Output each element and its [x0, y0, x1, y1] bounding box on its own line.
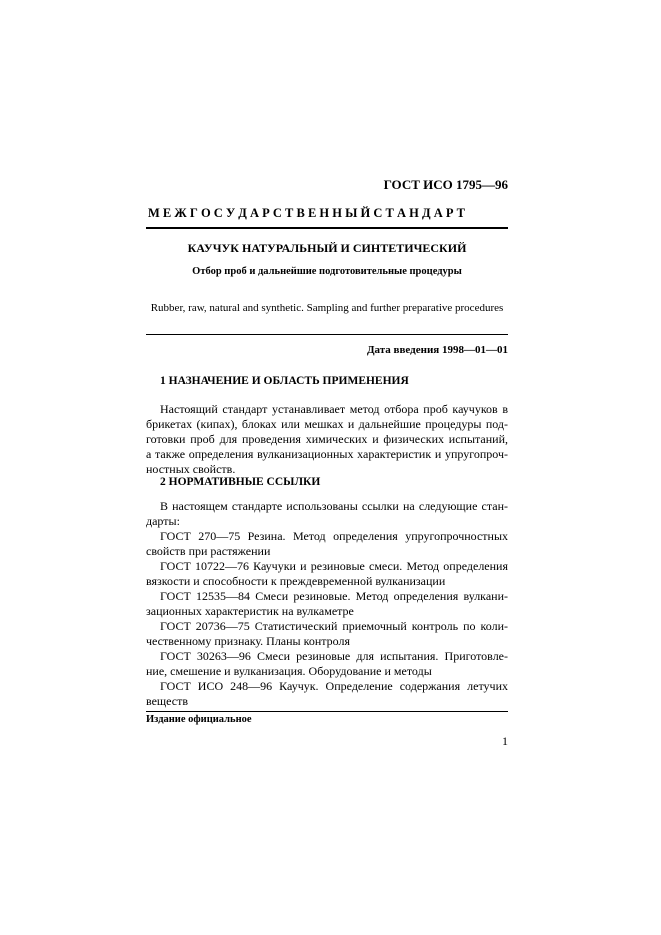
text-line: дарты:: [146, 514, 180, 528]
footer-rule: [146, 711, 508, 712]
introduction-date: Дата введения 1998—01—01: [366, 344, 508, 356]
english-title: Rubber, raw, natural and synthetic. Sampling and further preparative procedures: [150, 302, 504, 314]
reference-line: вязкости и способности к преждевременной вулканизации: [146, 574, 446, 588]
header-rule: [146, 227, 508, 229]
document-title: КАУЧУК НАТУРАЛЬНЫЙ И СИНТЕТИЧЕСКИЙ: [187, 241, 467, 255]
interstate-standard-banner: М Е Ж Г О С У Д А Р С Т В Е Н Н Ы Й С Т А Н Д А Р Т: [148, 206, 465, 220]
reference-line: ГОСТ 12535—84 Смеси резиновые. Метод определения вулкани-: [160, 589, 508, 603]
text-line: ностных свойств.: [146, 462, 236, 476]
section-1-text: [146, 402, 508, 477]
page-number: 1: [502, 734, 508, 748]
reference-line: зационных характеристик на вулкаметре: [146, 604, 354, 618]
text-line: В настоящем стандарте использованы ссылки на следующие стан-: [160, 499, 508, 513]
section-2-heading: 2 НОРМАТИВНЫЕ ССЫЛКИ: [160, 476, 321, 488]
standard-number: ГОСТ ИСО 1795—96: [383, 177, 508, 192]
text-line: Настоящий стандарт устанавливает метод отбора проб каучуков в: [160, 402, 508, 416]
section-1-heading: 1 НАЗНАЧЕНИЕ И ОБЛАСТЬ ПРИМЕНЕНИЯ: [160, 375, 409, 387]
reference-line: веществ: [146, 694, 189, 708]
reference-line: ГОСТ 270—75 Резина. Метод определения упругопрочностных: [160, 529, 508, 543]
document-subtitle: Отбор проб и дальнейшие подготовительные процедуры: [192, 266, 462, 277]
text-line: брикетах (кипах), блоках или мешках и дальнейшие процедуры под-: [146, 417, 508, 431]
reference-line: свойств при растяжении: [146, 544, 271, 558]
title-rule: [146, 334, 508, 335]
section-2-text: [146, 499, 508, 709]
official-edition-note: Издание официальное: [146, 714, 252, 725]
text-line: готовки проб для проведения химических и физических испытаний,: [146, 432, 508, 446]
reference-line: ние, смешение и вулканизация. Оборудование и методы: [146, 664, 432, 678]
text-line: а также определения вулканизационных характеристик и упругопроч-: [146, 447, 508, 461]
reference-line: ГОСТ ИСО 248—96 Каучук. Определение содержания летучих: [160, 679, 508, 693]
reference-line: ГОСТ 10722—76 Каучуки и резиновые смеси. Метод определения: [160, 559, 508, 573]
reference-line: ГОСТ 20736—75 Статистический приемочный контроль по коли-: [160, 619, 508, 633]
reference-line: ГОСТ 30263—96 Смеси резиновые для испытания. Приготовле-: [160, 649, 508, 663]
reference-line: чественному признаку. Планы контроля: [146, 634, 350, 648]
